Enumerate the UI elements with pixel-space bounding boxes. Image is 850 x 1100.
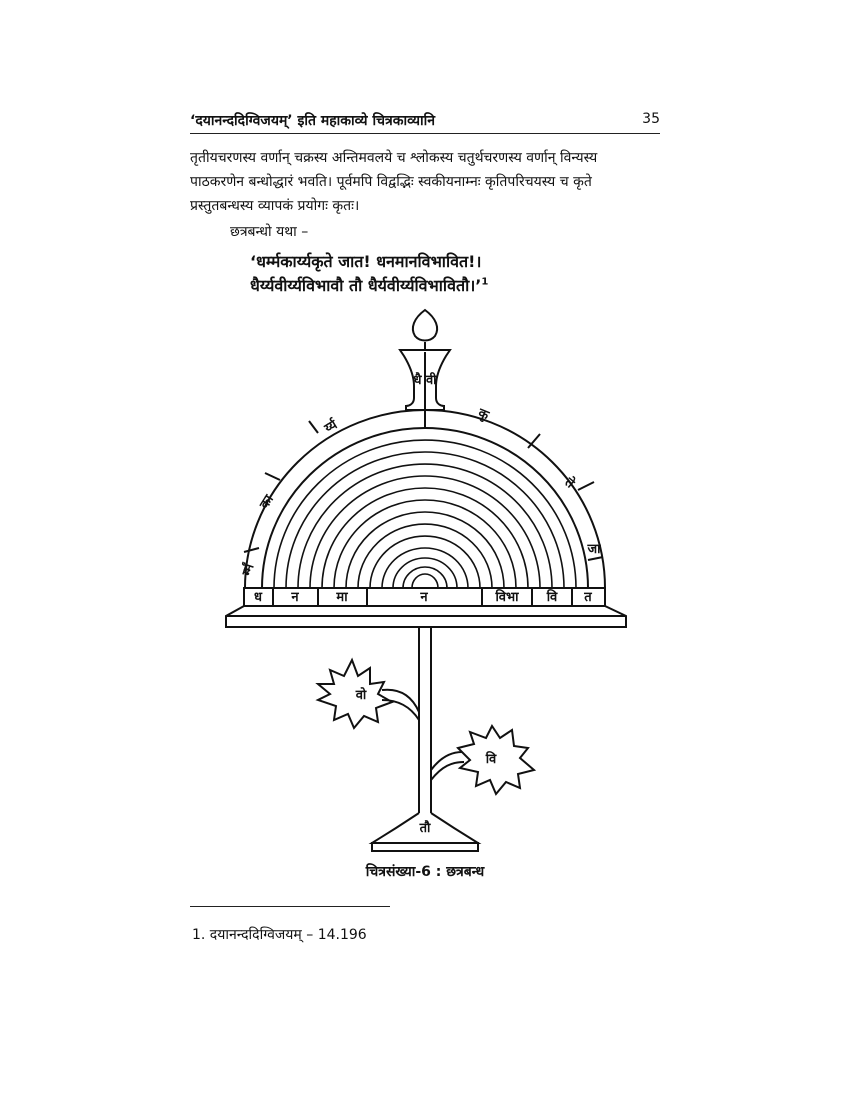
leaf-syllable: वो	[355, 688, 367, 703]
bar-syllable: ध	[254, 590, 262, 605]
dome-outer	[245, 410, 605, 588]
paragraph-line: प्रस्तुतबन्धस्य व्यापकं प्रयोगः कृतः।	[190, 198, 360, 214]
bar-syllable: न	[291, 590, 299, 605]
intro-line: छत्रबन्धो यथा –	[230, 224, 309, 240]
arc-syllable: जा	[587, 542, 601, 557]
footnote-rule	[190, 906, 390, 907]
footnote-marker: 1	[481, 276, 489, 288]
verse-line-1: ‘धर्म्मकार्य्यकृते जात! धनमानविभावित!।	[250, 252, 482, 271]
paragraph-line: पाठकरणेन बन्धोद्धारं भवति। पूर्वमपि विद्वद्भिः स्वकीयनाम्नः कृतिपरिचयस्य च कृते	[190, 174, 592, 190]
concentric-arcs	[274, 440, 576, 588]
paragraph-line: तृतीयचरणस्य वर्णान् चक्रस्य अन्तिमवलये च श्लोकस्य चतुर्थचरणस्य वर्णान् विन्यस्य	[190, 150, 598, 166]
header-title: ‘दयानन्ददिग्विजयम्’ इति महाकाव्ये चित्रकाव्यानि	[190, 113, 436, 129]
bar-syllable: मा	[336, 590, 348, 605]
arc-syllable: र्य्य	[322, 417, 341, 437]
arc-syllable: र्म्मं	[239, 562, 258, 578]
page-number: 35	[642, 111, 660, 127]
bar-syllable: विभा	[495, 590, 519, 605]
base-plate	[372, 843, 478, 851]
base-syllable: तौ	[419, 821, 431, 836]
bar-syllable: वि	[546, 590, 558, 605]
bar-syllable: त	[584, 590, 592, 605]
leaf-syllable: वि	[485, 752, 497, 767]
bar-syllable: न	[420, 590, 428, 605]
right-branch	[431, 752, 462, 770]
verse-line-2-text: धैर्य्यवीर्य्यविभावौ तौ धैर्यवीर्य्यविभावितौ।’	[250, 276, 482, 295]
arc-syllable: का	[257, 492, 277, 512]
arc-syllable: ते	[561, 475, 577, 492]
finial-flame	[413, 310, 437, 341]
figure-caption: चित्रसंख्या-6 : छत्रबन्ध	[365, 864, 485, 880]
footnote: 1. दयानन्ददिग्विजयम् – 14.196	[192, 927, 367, 943]
tip-syllable: धै वी	[413, 373, 437, 388]
arc-syllable: कृ	[475, 405, 491, 424]
